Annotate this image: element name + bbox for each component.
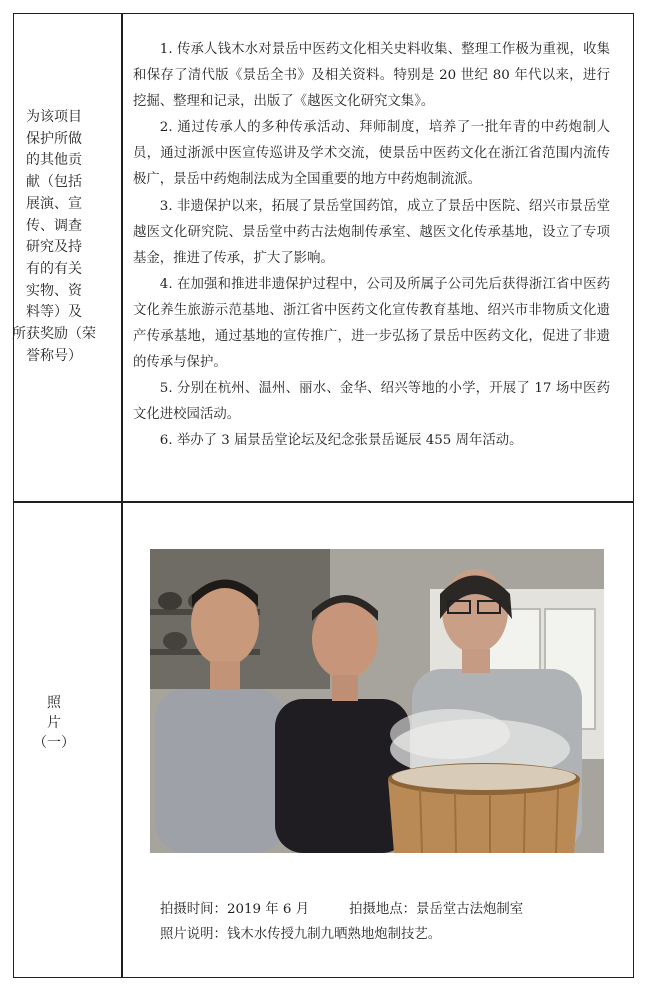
paragraph: 5. 分别在杭州、温州、丽水、金华、绍兴等地的小学，开展了 17 场中医药文化进校园活动。 bbox=[133, 381, 610, 423]
row2-label-line: 照 bbox=[47, 695, 61, 711]
photo-time: 拍摄时间：2019 年 6 月 bbox=[160, 902, 310, 917]
paragraph: 4. 在加强和推进非遗保护过程中，公司及所属子公司先后获得浙江省中医药文化养生旅游示范基地、浙江省中医药文化宣传教育基地、绍兴市非物质文化遗产传承基地，通过基地的宣传推广，进一步弘扬了景岳中医药文化，促进了非遗的传承与保护。 bbox=[133, 276, 610, 371]
row1-label-line: 誉称号） bbox=[26, 347, 82, 364]
row1-label-line: 研究及持 bbox=[26, 239, 82, 256]
row2-label bbox=[10, 693, 98, 753]
row1-label-line: 展演、宣 bbox=[26, 195, 82, 212]
row1-label-line: 实物、资 bbox=[26, 282, 82, 299]
paragraph: 2. 通过传承人的多种传承活动、拜师制度，培养了一批年青的中药炮制人员，通过浙派中医宣传巡讲及学术交流，使景岳中医药文化在浙江省范围内流传极广，景岳中药炮制法成为全国重要的地方中药炮制流派。 bbox=[133, 120, 610, 188]
row2-label-line: （一） bbox=[33, 735, 75, 751]
row1-label-line: 传、调查 bbox=[26, 217, 82, 234]
row1-label-line: 为该项目 bbox=[26, 109, 82, 125]
photo-illustration bbox=[150, 549, 604, 853]
row1-label-line: 料等）及 bbox=[26, 304, 82, 321]
row1-label bbox=[10, 107, 98, 367]
row1-label-line: 的其他贡 bbox=[26, 152, 82, 169]
row2-label-line: 片 bbox=[47, 715, 61, 731]
row1-label-line: 保护所做 bbox=[26, 130, 82, 147]
paragraph: 6. 举办了 3 届景岳堂论坛及纪念张景岳诞辰 455 周年活动。 bbox=[159, 433, 523, 449]
column-divider bbox=[121, 14, 123, 977]
row-divider bbox=[14, 501, 633, 503]
row1-label-line: 所获奖励（荣 bbox=[12, 326, 96, 343]
photo-description: 照片说明：钱木水传授九制九晒熟地炮制技艺。 bbox=[160, 927, 442, 942]
paragraph: 1. 传承人钱木水对景岳中医药文化相关史料收集、整理工作极为重视，收集和保存了清代版《景岳全书》及相关资料。特别是 20 世纪 80 年代以来，进行挖掘、整理和记录，出版了《越医文化研究文集》。 bbox=[133, 42, 610, 110]
row1-label-line: 有的有关 bbox=[26, 260, 82, 277]
photo-location: 拍摄地点：景岳堂古法炮制室 bbox=[349, 902, 524, 917]
contributions-text bbox=[133, 37, 610, 455]
paragraph: 3. 非遗保护以来，拓展了景岳堂国药馆，成立了景岳中医院、绍兴市景岳堂越医文化研究院、景岳堂中药古法炮制传承室、越医文化传承基地，设立了专项基金，推进了传承，扩大了影响。 bbox=[133, 198, 610, 266]
row1-label-line: 献（包括 bbox=[26, 174, 82, 191]
photo bbox=[150, 549, 604, 853]
photo-caption bbox=[160, 897, 523, 947]
